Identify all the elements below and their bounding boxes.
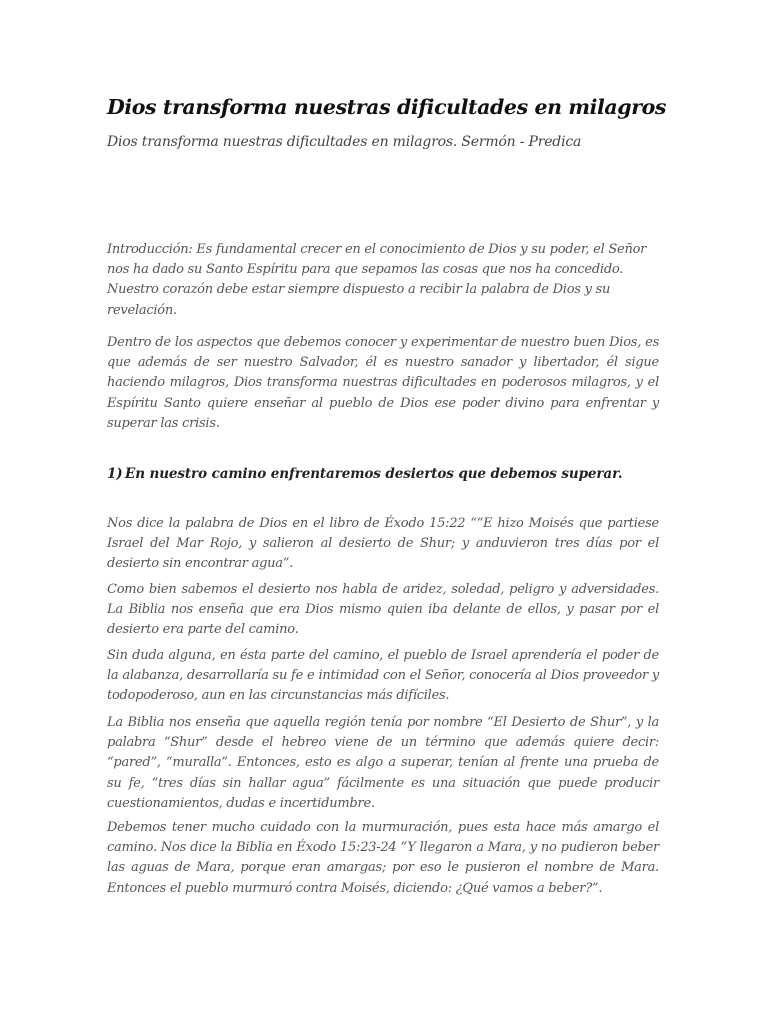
paragraph-shur: La Biblia nos enseña que aquella región tenía por nombre “El Desierto de Shur”, y la palabra “Shur” desde el hebreo viene de un término que además quiere decir: “pared”, “muralla”. Entonces, esto es algo a superar, tenían al frente una prueba de su fe, “tres días sin hallar agua” fácilmente es una situación que puede producir cuestionamientos, dudas e incertidumbre. (107, 715, 659, 811)
section-heading-number: 1) (107, 466, 123, 482)
paragraph-aspects: Dentro de los aspectos que debemos conocer y experimentar de nuestro buen Dios, es que además de ser nuestro Salvador, él es nuestro sanador y libertador, él sigue haciendo milagros, Dios transforma nuestras dificultades en poderosos milagros, y el Espíritu Santo quiere enseñar al pueblo de Dios ese poder divino para enfrentar y superar las crisis. (107, 335, 659, 431)
section-heading (107, 464, 659, 484)
paragraph-desierto: Como bien sabemos el desierto nos habla de aridez, soledad, peligro y adversidades. La Biblia nos enseña que era Dios mismo quien iba delante de ellos, y pasar por el desierto era parte del camino. (107, 582, 659, 638)
paragraph-introduction: Introducción: Es fundamental crecer en el conocimiento de Dios y su poder, el Señor nos ha dado su Santo Espíritu para que sepamos las cosas que nos ha concedido. Nuestro corazón debe estar siempre dispuesto a recibir la palabra de Dios y su revelación. (107, 242, 647, 318)
paragraph-exodo-15-22: Nos dice la palabra de Dios en el libro de Éxodo 15:22 ““E hizo Moisés que partiese Israel del Mar Rojo, y salieron al desierto de Shur; y anduvieron tres días por el desierto sin encontrar agua”. (107, 516, 659, 572)
section-heading-text: En nuestro camino enfrentaremos desiertos que debemos superar. (125, 466, 623, 482)
paragraph-sin-duda: Sin duda alguna, en ésta parte del camino, el pueblo de Israel aprendería el poder de la alabanza, desarrollaría su fe e intimidad con el Señor, conocería al Dios proveedor y todopoderoso, aun en las circunstancias más difíciles. (107, 648, 659, 704)
document-title: Dios transforma nuestras dificultades en milagros (107, 95, 667, 119)
paragraph-murmuracion: Debemos tener mucho cuidado con la murmuración, pues esta hace más amargo el camino. Nos dice la Biblia en Éxodo 15:23-24 “Y llegaron a Mara, y no pudieron beber las aguas de Mara, porque eran amargas; por eso le pusieron el nombre de Mara. Entonces el pueblo murmuró contra Moisés, diciendo: ¿Qué vamos a beber?”. (107, 820, 659, 896)
document-subtitle: Dios transforma nuestras dificultades en milagros. Sermón - Predica (107, 134, 582, 150)
